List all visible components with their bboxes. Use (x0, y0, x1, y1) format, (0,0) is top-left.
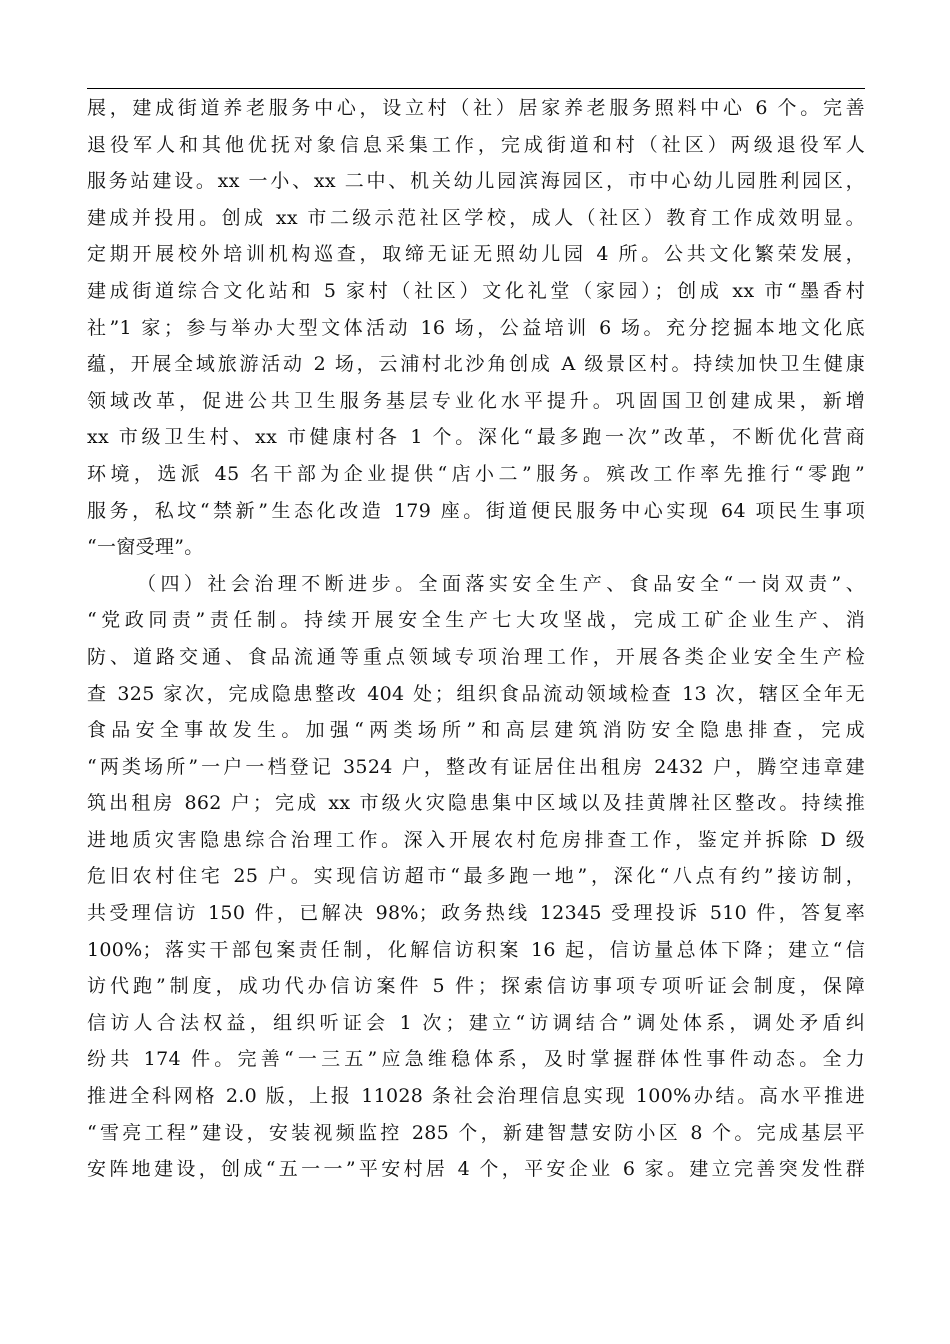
text-line: 领域改革，促进公共卫生服务基层专业化水平提升。巩固国卫创建成果，新增 (87, 389, 865, 412)
text-line: 服务站建设。xx 一小、xx 二中、机关幼儿园滨海园区，市中心幼儿园胜利园区， (87, 170, 865, 193)
text-line: 环境，选派 45 名干部为企业提供“店小二”服务。殡改工作率先推行“零跑” (87, 462, 865, 485)
text-line: 推进全科网格 2.0 版，上报 11028 条社会治理信息实现 100%办结。高水平推进 (87, 1085, 865, 1108)
text-line: 退役军人和其他优抚对象信息采集工作，完成街道和村（社区）两级退役军人 (87, 133, 865, 156)
text-line: “雪亮工程”建设，安装视频监控 285 个，新建智慧安防小区 8 个。完成基层平 (87, 1121, 865, 1144)
text-line: 食品安全事故发生。加强“两类场所”和高层建筑消防安全隐患排查，完成 (87, 719, 865, 742)
text-line: 蕴，开展全域旅游活动 2 场，云浦村北沙角创成 A 级景区村。持续加快卫生健康 (87, 353, 865, 376)
section-heading-line: （四）社会治理不断进步。全面落实安全生产、食品安全“一岗双责”、 (137, 572, 865, 595)
text-line: 展，建成街道养老服务中心，设立村（社）居家养老服务照料中心 6 个。完善 (87, 97, 865, 119)
text-line: 防、道路交通、食品流通等重点领域专项治理工作，开展各类企业安全生产检 (87, 645, 865, 668)
header-rule (87, 88, 865, 89)
text-line: “党政同责”责任制。持续开展安全生产七大攻坚战，完成工矿企业生产、消 (87, 609, 865, 632)
text-line: 筑出租房 862 户；完成 xx 市级火灾隐患集中区域以及挂黄牌社区整改。持续推 (87, 792, 865, 815)
text-line: 共受理信访 150 件，已解决 98%；政务热线 12345 受理投诉 510 件，答复率 (87, 902, 865, 925)
text-line: 建成街道综合文化站和 5 家村（社区）文化礼堂（家园）；创成 xx 市“墨香村 (87, 279, 865, 302)
document-body (87, 90, 865, 1188)
text-line: 定期开展校外培训机构巡查，取缔无证无照幼儿园 4 所。公共文化繁荣发展， (87, 243, 865, 266)
text-line: 纷共 174 件。完善“一三五”应急维稳体系，及时掌握群体性事件动态。全力 (87, 1048, 865, 1071)
text-line: 服务，私坟“禁新”生态化改造 179 座。街道便民服务中心实现 64 项民生事项 (87, 499, 865, 522)
text-line: 进地质灾害隐患综合治理工作。深入开展农村危房排查工作，鉴定并拆除 D 级 (87, 828, 865, 851)
text-line: xx 市级卫生村、xx 市健康村各 1 个。深化“最多跑一次”改革，不断优化营商 (87, 426, 865, 449)
text-line: 访代跑”制度，成功代办信访案件 5 件；探索信访事项专项听证会制度，保障 (87, 975, 865, 998)
text-line: 危旧农村住宅 25 户。实现信访超市“最多跑一地”，深化“八点有约”接访制， (87, 865, 865, 888)
text-line: 信访人合法权益，组织听证会 1 次；建立“访调结合”调处体系，调处矛盾纠 (87, 1011, 865, 1034)
text-line: 100%；落实干部包案责任制，化解信访积案 16 起，信访量总体下降；建立“信 (87, 938, 865, 961)
text-line: 建成并投用。创成 xx 市二级示范社区学校，成人（社区）教育工作成效明显。 (87, 206, 865, 229)
text-line: 社”1 家；参与举办大型文体活动 16 场，公益培训 6 场。充分挖掘本地文化底 (87, 316, 865, 339)
text-line: 查 325 家次，完成隐患整改 404 处；组织食品流动领域检查 13 次，辖区全年无 (87, 682, 865, 705)
text-line: 安阵地建设，创成“五一一”平安村居 4 个，平安企业 6 家。建立完善突发性群 (87, 1158, 865, 1181)
text-line: “两类场所”一户一档登记 3524 户，整改有证居住出租房 2432 户，腾空违章建 (87, 755, 865, 778)
text-line: “一窗受理”。 (87, 536, 204, 559)
